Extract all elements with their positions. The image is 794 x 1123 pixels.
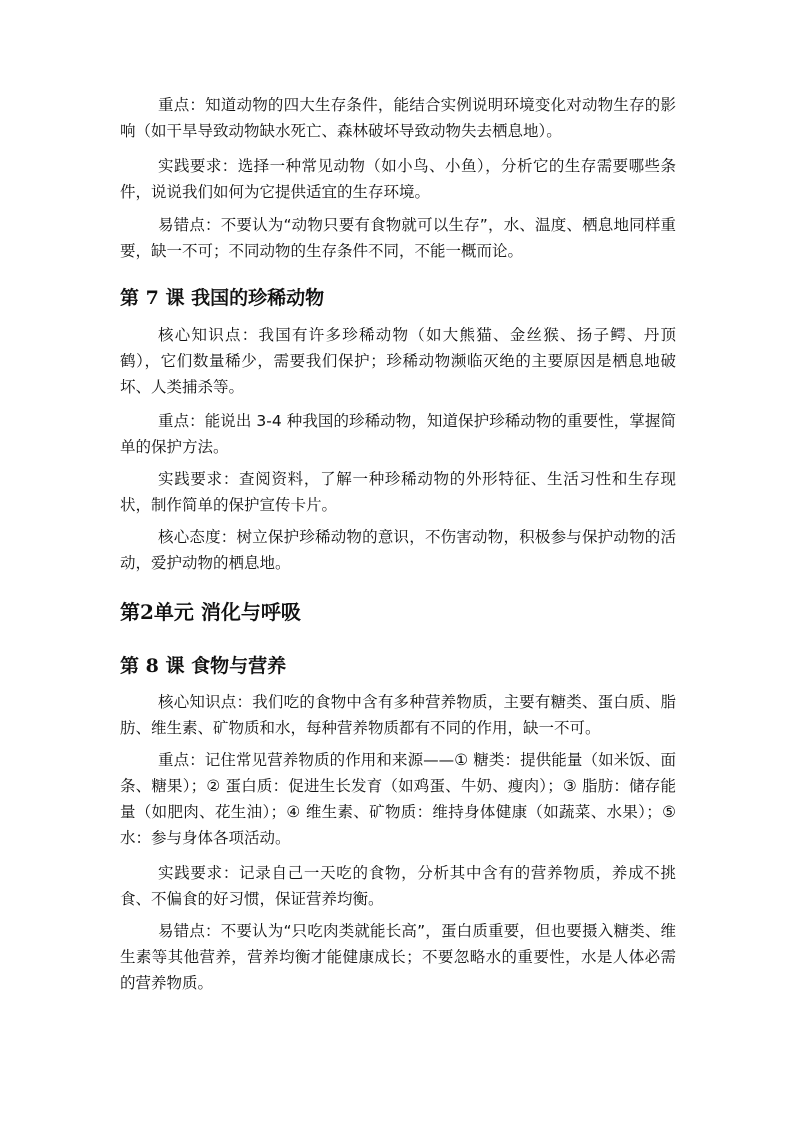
paragraph-key-points-survival: 重点：知道动物的四大生存条件，能结合实例说明环境变化对动物生存的影响（如干旱导致动物缺水死亡、森林破坏导致动物失去栖息地）。 <box>120 96 676 140</box>
paragraph-lesson7-attitude: 核心态度：树立保护珍稀动物的意识，不伤害动物，积极参与保护动物的活动，爱护动物的栖息地。 <box>120 528 676 572</box>
lesson-7-heading: 第 7 课 我国的珍稀动物 <box>120 287 325 309</box>
paragraph-lesson7-key-points: 重点：能说出 3-4 种我国的珍稀动物，知道保护珍稀动物的重要性，掌握简单的保护方法。 <box>120 412 676 456</box>
lesson-8-heading: 第 8 课 食物与营养 <box>120 655 287 677</box>
paragraph-lesson8-core-knowledge: 核心知识点：我们吃的食物中含有多种营养物质，主要有糖类、蛋白质、脂肪、维生素、矿物质和水，每种营养物质都有不同的作用，缺一不可。 <box>120 693 676 737</box>
paragraph-lesson8-practice: 实践要求：记录自己一天吃的食物，分析其中含有的营养物质，养成不挑食、不偏食的好习惯，保证营养均衡。 <box>120 864 676 908</box>
unit-2-heading: 第2单元 消化与呼吸 <box>120 600 301 624</box>
paragraph-lesson8-key-points: 重点：记住常见营养物质的作用和来源——① 糖类：提供能量（如米饭、面条、糖果）；② 蛋白质：促进生长发育（如鸡蛋、牛奶、瘦肉）；③ 脂肪：储存能量（如肥肉、花生油）；④ 维生素、矿物质：维持身体健康（如蔬菜、水果）；⑤ 水：参与身体各项活动。 <box>120 751 676 847</box>
paragraph-lesson7-core-knowledge: 核心知识点：我国有许多珍稀动物（如大熊猫、金丝猴、扬子鳄、丹顶鹤），它们数量稀少，需要我们保护；珍稀动物濒临灭绝的主要原因是栖息地破坏、人类捕杀等。 <box>120 326 676 396</box>
paragraph-practice-survival: 实践要求：选择一种常见动物（如小鸟、小鱼），分析它的生存需要哪些条件，说说我们如何为它提供适宜的生存环境。 <box>120 157 676 201</box>
paragraph-common-mistakes-survival: 易错点：不要认为“动物只要有食物就可以生存”，水、温度、栖息地同样重要，缺一不可；不同动物的生存条件不同，不能一概而论。 <box>120 216 676 260</box>
paragraph-lesson8-common-mistakes: 易错点：不要认为“只吃肉类就能长高”，蛋白质重要，但也要摄入糖类、维生素等其他营养，营养均衡才能健康成长；不要忽略水的重要性，水是人体必需的营养物质。 <box>120 922 676 992</box>
paragraph-lesson7-practice: 实践要求：查阅资料，了解一种珍稀动物的外形特征、生活习性和生存现状，制作简单的保护宣传卡片。 <box>120 470 676 514</box>
